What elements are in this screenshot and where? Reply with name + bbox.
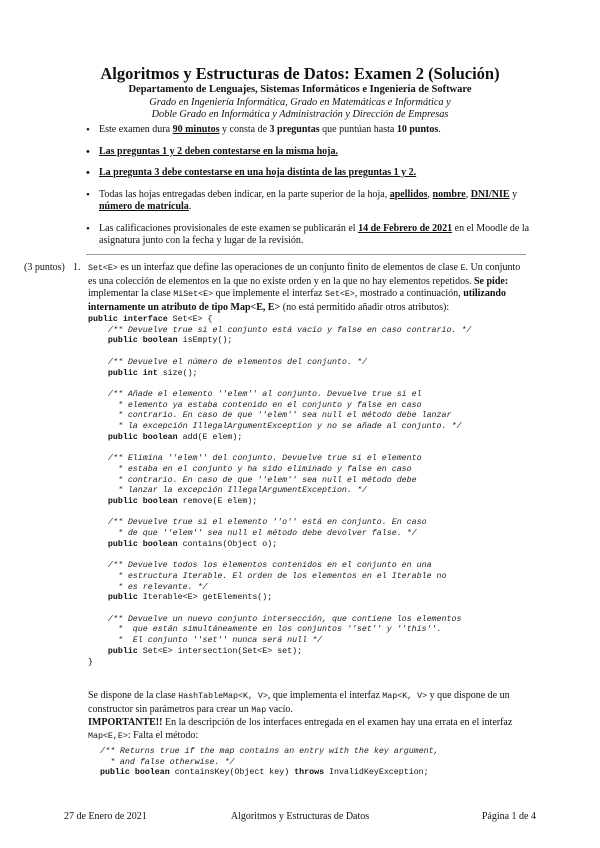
footer-date: 27 de Enero de 2021: [64, 811, 147, 822]
rule-duration: • Este examen dura 90 minutos y consta de 3 preguntas que puntúan hasta 10 puntos.: [86, 124, 536, 137]
hashtablemap-note: Se dispone de la clase HashTableMap<K, V>, que implementa el interfaz Map<K, V> y que dispone de un constructor sin parámetros para crear un Map vacío.: [88, 690, 510, 715]
containskey-code: /** Returns true if the map contains an entry with the key argument, * and false otherwise. */ public boolean containsKey(Object key) throws InvalidKeyException;: [100, 747, 439, 778]
erratum-note: IMPORTANTE!! En la descripción de los interfaces entregada en el examen hay una errata en el interfaz Map<E,E>: Falta el método:: [88, 717, 513, 741]
question-1-statement: Set<E> es un interfaz que define las operaciones de un conjunto finito de elementos de clase E. Un conjunto es una colección de elementos en la que no existe orden y en la que no hay elementos repetidos. Se pide: implementar la clase MiSet<E> que implemente el interfaz Set<E>, mostrado a continuación, utilizando internamente un atributo de tipo Map<E, E> (no está permitido añadir otros atributos):: [88, 262, 521, 313]
exam-rules: [86, 124, 536, 257]
degree-line-2: Doble Grado en Informática y Administración y Dirección de Empresas: [151, 109, 449, 120]
footer-page: Página 1 de 4: [481, 811, 536, 822]
department: Departamento de Lenguajes, Sistemas Informáticos e Ingeniería de Software: [128, 84, 472, 95]
degree-line-1: Grado en Ingeniería Informática, Grado en Matemáticas e Informática y: [149, 97, 451, 108]
rule-identification: • Todas las hojas entregadas deben indicar, en la parte superior de la hoja, apellidos, nombre, DNI/NIE y número de matrícula.: [86, 189, 536, 214]
footer-course: Algoritmos y Estructuras de Datos: [230, 811, 370, 822]
rule-same-sheet: • Las preguntas 1 y 2 deben contestarse en la misma hoja.: [86, 146, 536, 159]
page-title: Algoritmos y Estructuras de Datos: Examen 2 (Solución): [100, 64, 500, 83]
divider: [86, 254, 526, 255]
question-points: (3 puntos): [24, 262, 65, 273]
question-number: 1.: [73, 262, 81, 273]
rule-separate-sheet: • La pregunta 3 debe contestarse en una hoja distinta de las preguntas 1 y 2.: [86, 167, 536, 180]
rule-grades: • Las calificaciones provisionales de este examen se publicarán el 14 de Febrero de 2021 en el Moodle de la asignatura junto con la fecha y lugar de la revisión.: [86, 223, 536, 248]
set-interface-code: public interface Set<E> { /** Devuelve true si el conjunto está vacío y false en caso contrario. */ public boolean isEmpty(); /** Devuelve el número de elementos del conjunto. */ public int size(); /** Añade el elemento ''elem'' al conjunto. Devuelve true si el * elemento ya estaba contenido en el conjunto y false en caso * contrario. En caso de que ''elem'' sea null el método debe lanzar * la excepción IllegalArgumentException y no se añade al conjunto. */ public boolean add(E elem); /** Elimina ''elem'' del conjunto. Devuelve true si el elemento * estaba en el conjunto y ha sido eliminado y false en caso * contrario. En caso de que ''elem'' sea null el método debe * lanzar la excepción IllegalArgumentException. */ public boolean remove(E elem); /** Devuelve true si el elemento ''o'' está en conjunto. En caso * de que ''elem'' sea null el método debe devolver false. */ public boolean contains(Object o); /** Devuelve todos los elementos contenidos en el conjunto en una * estructura Iterable. El orden de los elementos en el Iterable no * es relevante. */ public Iterable<E> getElements(); /** Devuelve un nuevo conjunto intersección, que contiene los elementos * que están simultáneamente en los conjuntos ''set'' y ''this''. * El conjunto ''set'' nunca será null */ public Set<E> intersection(Set<E> set); }: [88, 315, 472, 667]
